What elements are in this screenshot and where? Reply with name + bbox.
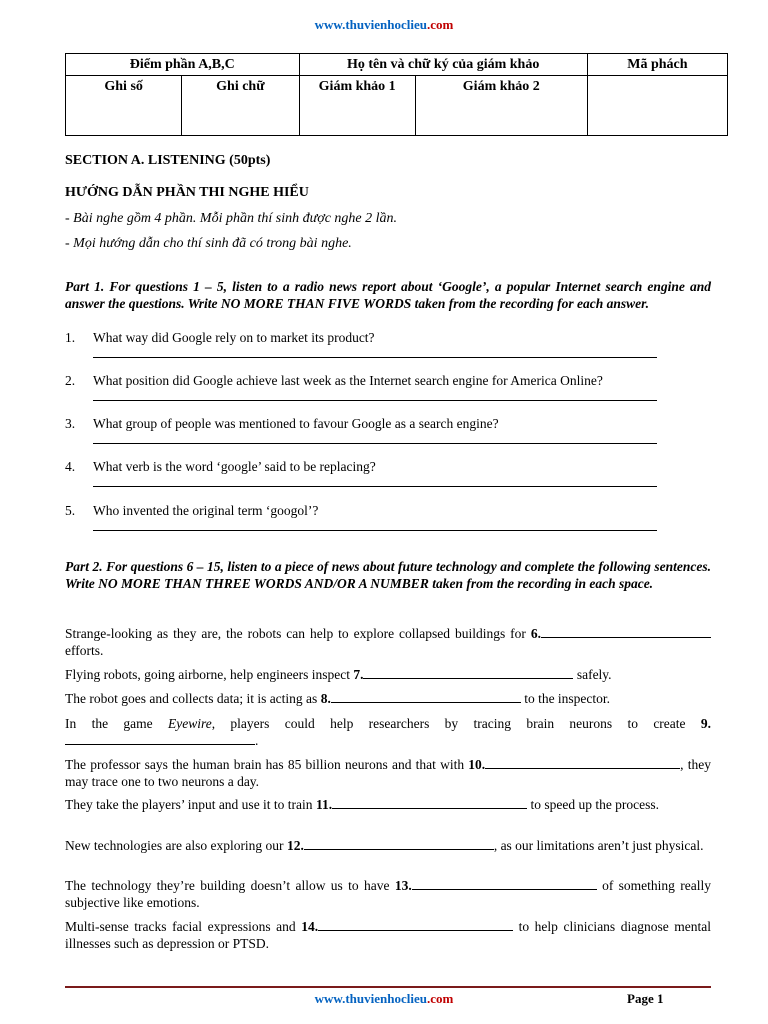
guide-line: - Mọi hướng dẫn cho thí sinh đã có trong bài nghe. (65, 236, 352, 251)
score-cell-examiner-2: Giám khảo 2 (415, 76, 587, 136)
header-url-main: www.thuvienhoclieu (314, 17, 427, 32)
blank-number: 14. (301, 919, 319, 934)
sentence-text: In the game (65, 716, 168, 731)
score-cell-examiner-1: Giám khảo 1 (299, 76, 415, 136)
sentence-text: The professor says the human brain has 85 billion neurons and that with (65, 757, 469, 772)
game-name: Eyewire (167, 716, 212, 731)
sentence-text: to help clinicians diagnose mental illnesses such as depression or PTSD. (65, 919, 712, 951)
answer-blank[interactable] (65, 732, 255, 745)
sentence-text: , as our limitations aren’t just physical. (493, 838, 704, 853)
question-number: 2. (65, 373, 76, 388)
sentence-item (65, 756, 711, 790)
header-url[interactable] (0, 17, 768, 33)
score-cell-code (587, 76, 727, 136)
sentence-item (65, 796, 711, 813)
sentence-item (65, 877, 711, 911)
question-number: 5. (65, 503, 76, 518)
sentence-text: , they may trace one to two neurons a day. (65, 757, 711, 789)
sentence-item (65, 837, 711, 854)
score-header-examiners: Họ tên và chữ ký của giám khảo (299, 54, 587, 76)
part1-instruction: Part 1. For questions 1 – 5, listen to a radio news report about ‘Google’, a popular Internet search engine and answer the questions. Write NO MORE THAN FIVE WORDS taken from the recording for each answer. (65, 279, 711, 311)
sentence-item (65, 690, 711, 707)
sentence-text: . (255, 733, 259, 748)
blank-number: 9. (700, 716, 711, 731)
section-title: SECTION A. LISTENING (50pts) (65, 153, 271, 168)
blank-number: 6. (530, 626, 541, 641)
sentence-text: , players could help researchers by tracing brain neurons to create (211, 716, 701, 731)
blank-number: 12. (286, 838, 304, 853)
sentence-item (65, 715, 711, 749)
answer-line[interactable] (93, 400, 657, 401)
answer-line[interactable] (93, 530, 657, 531)
answer-line[interactable] (93, 486, 657, 487)
score-cell-number: Ghi số (66, 76, 182, 136)
sentence-text: efforts. (65, 643, 104, 658)
sentence-text: The robot goes and collects data; it is acting as (65, 691, 321, 706)
part2-instruction: Part 2. For questions 6 – 15, listen to a piece of news about future technology and complete the following sentences. Write NO MORE THAN THREE WORDS AND/OR A NUMBER taken from the recording in each space. (65, 559, 711, 591)
sentence-text: They take the players’ input and use it to train (65, 797, 316, 812)
sentence-item (65, 918, 711, 952)
sentence-text: safely. (573, 667, 612, 682)
guide-line: - Bài nghe gồm 4 phần. Mỗi phần thí sinh được nghe 2 lần. (65, 211, 398, 226)
question-text: What position did Google achieve last week as the Internet search engine for America Online? (93, 373, 603, 388)
guide-title: HƯỚNG DẪN PHẦN THI NGHE HIỂU (65, 185, 309, 200)
question-number: 3. (65, 416, 76, 431)
score-cell-words: Ghi chữ (182, 76, 299, 136)
sentence-text: The technology they’re building doesn’t allow us to have (65, 878, 395, 893)
question-text: Who invented the original term ‘googol’? (93, 503, 319, 518)
answer-blank[interactable] (332, 796, 527, 809)
question-text: What verb is the word ‘google’ said to be replacing? (93, 459, 376, 474)
footer-url-tld: .com (426, 991, 454, 1006)
sentence-text: to speed up the process. (527, 797, 660, 812)
answer-line[interactable] (93, 357, 657, 358)
question-text: What way did Google rely on to market its product? (93, 330, 375, 345)
answer-blank[interactable] (304, 837, 494, 850)
score-header-points: Điểm phần A,B,C (66, 54, 300, 76)
blank-number: 7. (353, 667, 364, 682)
answer-blank[interactable] (541, 625, 711, 638)
header-url-tld: .com (426, 17, 454, 32)
page-number: Page 1 (627, 991, 664, 1006)
score-header-code: Mã phách (587, 54, 727, 76)
footer-url-main: www.thuvienhoclieu (314, 991, 427, 1006)
sentence-text: New technologies are also exploring our (65, 838, 287, 853)
blank-number: 10. (468, 757, 486, 772)
question-text: What group of people was mentioned to favour Google as a search engine? (93, 416, 499, 431)
answer-blank[interactable] (485, 756, 680, 769)
sentence-text: of something really subjective like emotions. (65, 878, 711, 910)
question-number: 1. (65, 330, 76, 345)
blank-number: 8. (320, 691, 331, 706)
blank-number: 11. (315, 797, 333, 812)
question-number: 4. (65, 459, 76, 474)
sentence-item (65, 666, 711, 683)
blank-number: 13. (394, 878, 412, 893)
sentence-text: Multi-sense tracks facial expressions and (65, 919, 302, 934)
answer-blank[interactable] (363, 666, 573, 679)
score-table (65, 53, 728, 136)
sentence-text: to the inspector. (520, 691, 611, 706)
sentence-item (65, 625, 711, 659)
footer-rule (65, 986, 711, 988)
sentence-text: Strange-looking as they are, the robots can help to explore collapsed buildings for (65, 626, 531, 641)
sentence-text: Flying robots, going airborne, help engineers inspect (65, 667, 354, 682)
answer-blank[interactable] (331, 690, 521, 703)
answer-blank[interactable] (318, 918, 513, 931)
answer-line[interactable] (93, 443, 657, 444)
answer-blank[interactable] (412, 877, 597, 890)
